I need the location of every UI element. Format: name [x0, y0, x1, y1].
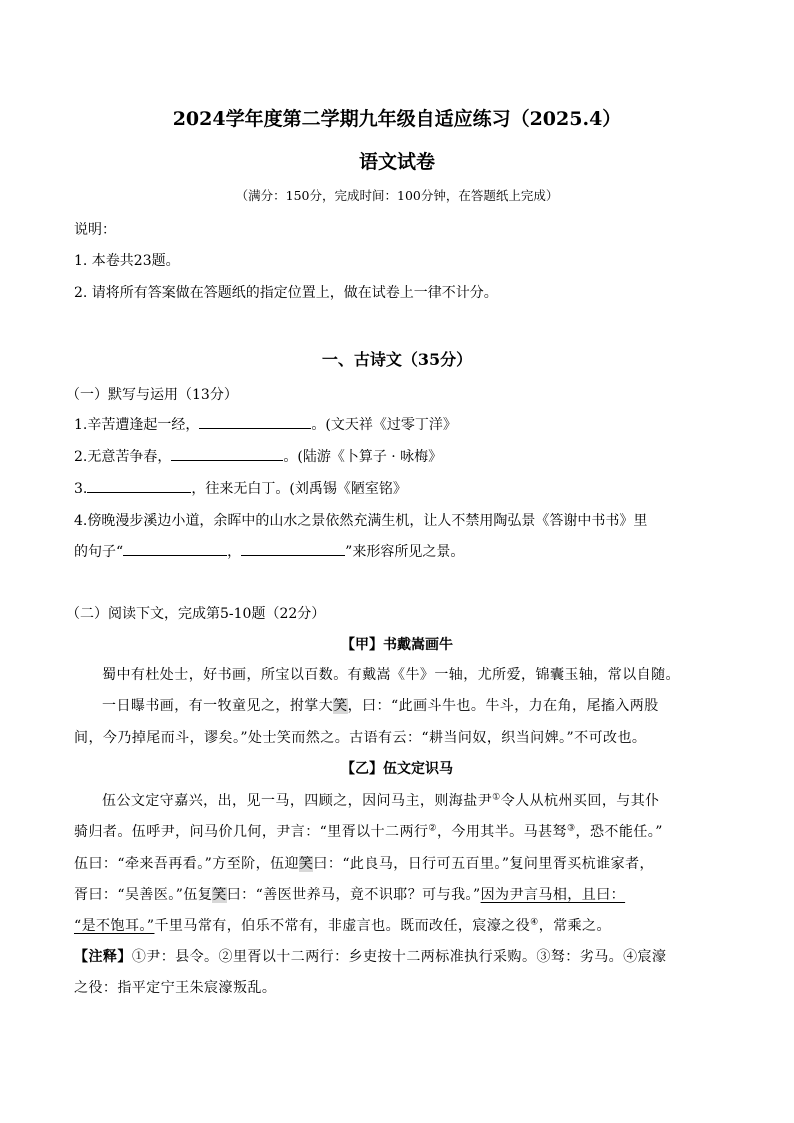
passage-yi-text: ，恐不能任。” — [575, 824, 663, 840]
question-3 — [74, 478, 407, 498]
question-4-comma: ， — [227, 544, 242, 560]
question-4-suffix: ”来形容所见之景。 — [345, 544, 465, 560]
question-2-text: 2.无意苦争春， — [74, 449, 172, 465]
instruction-item-1: 1. 本卷共23题。 — [74, 253, 180, 269]
highlighted-word: 笑 — [298, 856, 314, 872]
footnote-mark: ① — [492, 792, 501, 803]
question-4-blank-2[interactable] — [241, 541, 345, 556]
passage-yi-text: 令人从杭州买回，与其仆 — [500, 793, 660, 809]
notes-text: ①尹：县令。②里胥以十二两行：乡吏按十二两标准执行采购。③驽：劣马。④宸濠 — [131, 949, 667, 965]
passage-yi-line-4 — [74, 884, 625, 904]
passage-yi-text: 伍曰：“牵来吾再看。”方至阶，伍迎 — [74, 856, 299, 872]
question-2-source: 。(陆游《卜算子 · 咏梅》 — [283, 449, 443, 465]
passage-yi-text: 曰：“此良马，日行可五百里。”复问里胥买杭谁家者， — [313, 856, 654, 872]
passage-yi-text: ，今用其半。马甚驽 — [436, 824, 567, 840]
passage-jia-line-3: 间，今乃掉尾而斗，谬矣。”处士笑而然之。古语有云：“耕当问奴，织当问婢。”不可改也。 — [74, 730, 647, 746]
question-3-blank[interactable] — [87, 478, 191, 493]
passage-yi-text: 伍公文定守嘉兴，出，见一马，四顾之，因问马主，则海盐尹 — [102, 793, 493, 809]
question-3-number: 3. — [74, 481, 88, 497]
notes-label: 【注释】 — [74, 949, 132, 965]
passage-yi-title: 【乙】伍文定识马 — [341, 761, 453, 777]
notes-line-2: 之役：指平定宁王朱宸濠叛乱。 — [74, 980, 277, 996]
passage-yi-line-5 — [74, 915, 611, 935]
highlighted-word: 笑 — [333, 698, 348, 714]
footnote-mark: ② — [428, 823, 437, 834]
question-1-text: 1.辛苦遭逢起一经， — [74, 417, 200, 433]
part2-heading: （二）阅读下文，完成第5-10题（22分） — [66, 606, 326, 622]
instruction-item-2: 2. 请将所有答案做在答题纸的指定位置上，做在试卷上一律不计分。 — [74, 285, 498, 301]
question-1 — [74, 414, 457, 434]
question-3-source: ，往来无白丁。(刘禹锡《陋室铭》 — [191, 481, 407, 497]
passage-yi-line-3 — [74, 853, 654, 873]
passage-yi-text: 骑归者。伍呼尹，问马价几何，尹言：“里胥以十二两行 — [74, 824, 429, 840]
passage-yi-text: 胥曰：“吴善医。”伍复 — [74, 887, 213, 903]
question-2-blank[interactable] — [171, 446, 283, 461]
question-4-prefix: 的句子“ — [74, 544, 124, 560]
passage-jia-line-2 — [102, 695, 659, 715]
footnote-mark: ④ — [530, 917, 539, 928]
page-title: 2024学年度第二学期九年级自适应练习（2025.4） — [172, 108, 622, 130]
exam-info: （满分：150分，完成时间：100分钟，在答题纸上完成） — [235, 188, 559, 203]
question-1-blank[interactable] — [199, 414, 311, 429]
passage-jia-line-1: 蜀中有杜处士，好书画，所宝以百数。有戴嵩《牛》一轴，尤所爱，锦囊玉轴，常以自随。 — [102, 667, 680, 683]
passage-yi-text: ，常乘之。 — [538, 918, 611, 934]
highlighted-word: 笑 — [212, 887, 227, 903]
question-4-blank-1[interactable] — [123, 541, 227, 556]
question-1-source: 。(文天祥《过零丁洋》 — [311, 417, 457, 433]
passage-jia-text: 一日曝书画，有一牧童见之，拊掌大 — [102, 698, 334, 714]
underlined-sentence: “是不饱耳。” — [74, 918, 155, 934]
underlined-sentence: 因为尹言马相，且曰： — [480, 887, 626, 903]
question-4-line-1: 4.傍晚漫步溪边小道，余晖中的山水之景依然充满生机，让人不禁用陶弘景《答谢中书书》里 — [74, 513, 648, 529]
passage-yi-text: 千里马常有，伯乐不常有，非虚言也。既而改任，宸濠之役 — [154, 918, 531, 934]
passage-yi-line-1 — [102, 790, 660, 810]
section-heading: 一、古诗文（35分） — [321, 350, 473, 369]
instructions-label: 说明： — [74, 222, 116, 238]
part1-heading: （一）默写与运用（13分） — [66, 387, 238, 403]
question-2 — [74, 446, 442, 466]
passage-yi-line-2 — [74, 821, 663, 841]
footnote-mark: ③ — [567, 823, 576, 834]
page-subtitle: 语文试卷 — [358, 151, 435, 173]
passage-yi-text: 曰：“善医世养马，竟不识耶？可与我。” — [226, 887, 481, 903]
question-4-line-2 — [74, 541, 464, 561]
passage-jia-title: 【甲】书戴嵩画牛 — [341, 637, 453, 653]
passage-jia-text: ，曰：“此画斗牛也。牛斗，力在角，尾搐入两股 — [347, 698, 659, 714]
notes-line-1 — [74, 946, 666, 966]
